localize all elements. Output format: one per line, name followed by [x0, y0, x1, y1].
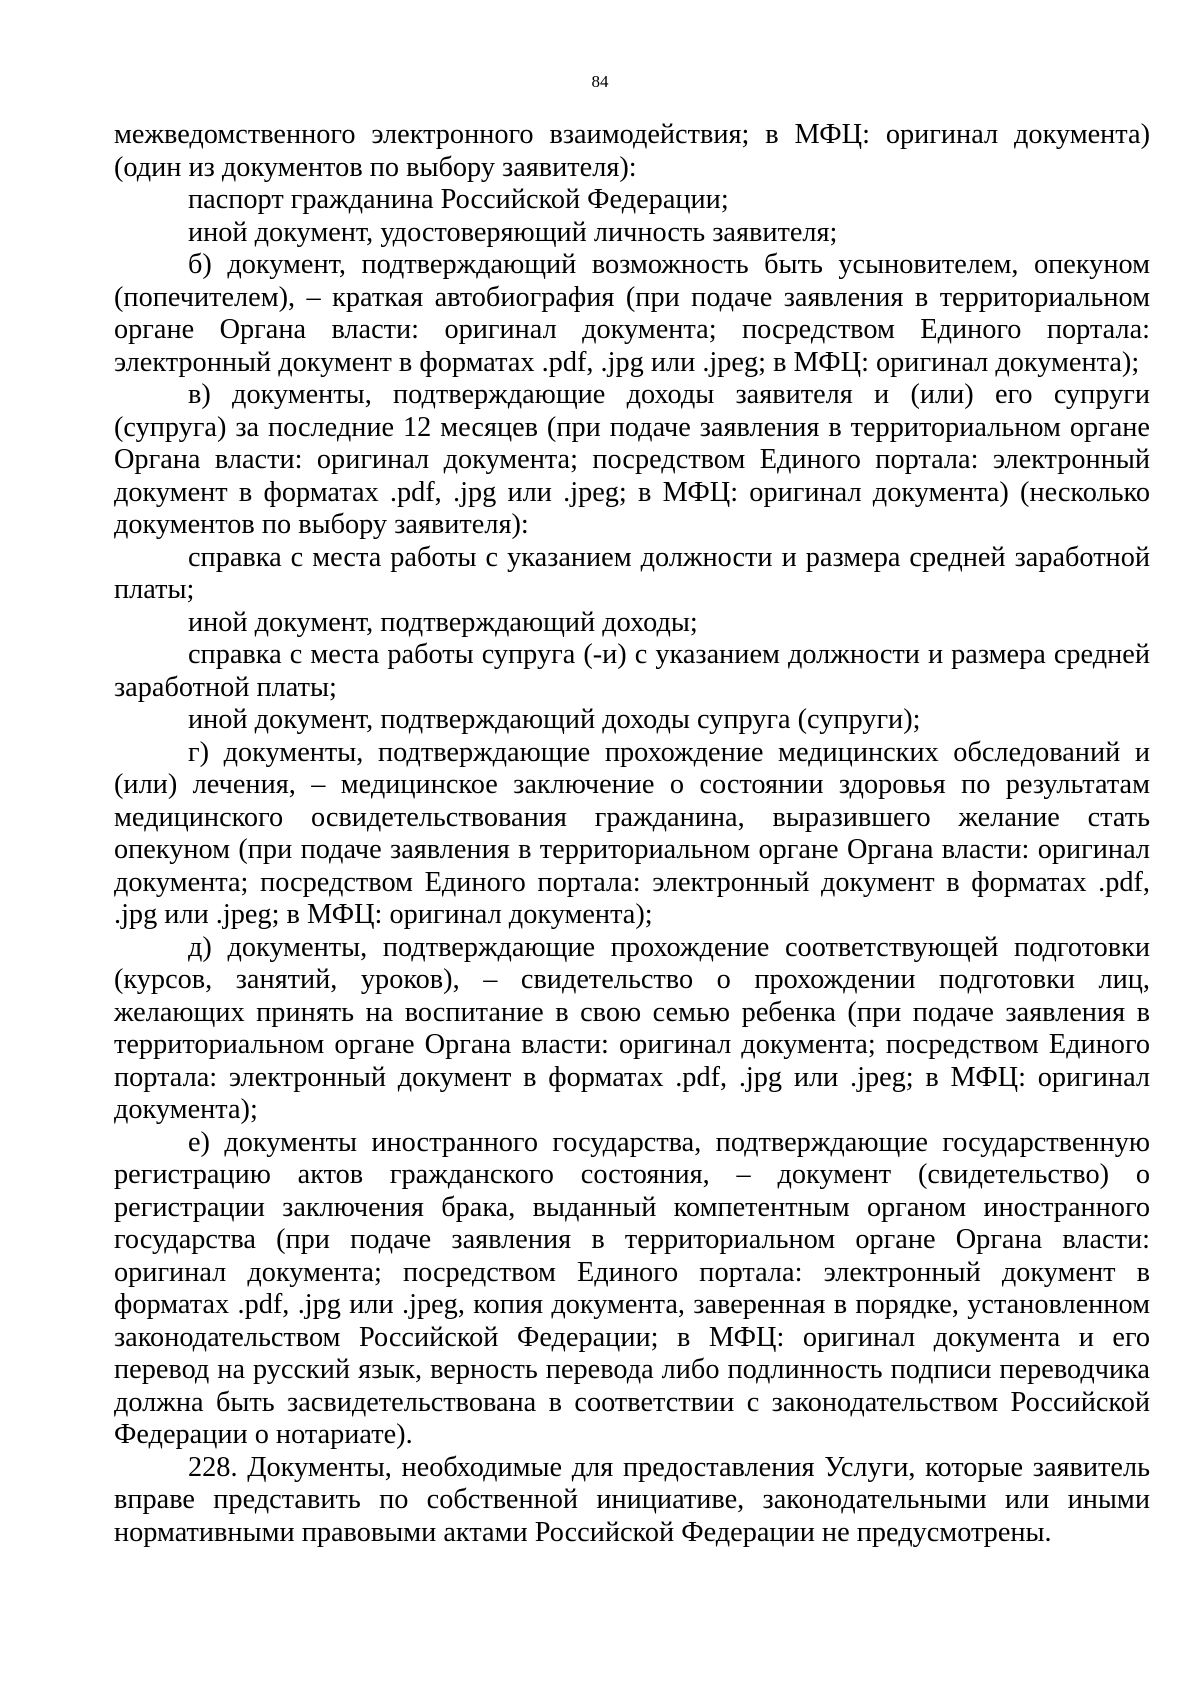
paragraph-228: 228. Документы, необходимые для предоставления Услуги, которые заявитель вправе представить по собственной инициативе, законодательными или иными нормативными правовыми актами Российской Федерации не предусмотрены. — [114, 1451, 1150, 1548]
document-body — [114, 119, 1150, 1549]
paragraph-passport: паспорт гражданина Российской Федерации; — [188, 184, 729, 215]
page-number: 84 — [591, 72, 609, 91]
paragraph-item-d: д) документы, подтверждающие прохождение соответствующей подготовки (курсов, занятий, уроков), – свидетельство о прохождении подготовки лиц, желающих принять на воспитание в свою семью ребенка (при подаче заявления в территориальном органе Органа власти: оригинал документа; посредством Единого портала: электронный документ в форматах .pdf, .jpg или .jpeg; в МФЦ: оригинал документа); — [114, 931, 1150, 1125]
paragraph-item-g: г) документы, подтверждающие прохождение медицинских обследований и (или) лечения, – медицинское заключение о состоянии здоровья по результатам медицинского освидетельствования гражданина, выразившего желание стать опекуном (при подаче заявления в территориальном органе Органа власти: оригинал документа; посредством Единого портала: электронный документ в форматах .pdf, .jpg или .jpeg; в МФЦ: оригинал документа); — [114, 736, 1150, 930]
paragraph-work-certificate: справка с места работы с указанием должности и размера средней заработной платы; — [114, 541, 1150, 605]
paragraph-spouse-other-income: иной документ, подтверждающий доходы супруга (супруги); — [188, 704, 921, 735]
paragraph-other-income: иной документ, подтверждающий доходы; — [188, 606, 698, 638]
paragraph-spouse-work-certificate: справка с места работы супруга (-и) с указанием должности и размера средней заработной платы; — [114, 639, 1150, 703]
paragraph-item-v: в) документы, подтверждающие доходы заявителя и (или) его супруги (супруга) за последние 12 месяцев (при подаче заявления в территориальном органе Органа власти: оригинал документа; посредством Единого портала: электронный документ в форматах .pdf, .jpg или .jpeg; в МФЦ: оригинал документа) (несколько документов по выбору заявителя): — [114, 379, 1150, 540]
paragraph-item-e: е) документы иностранного государства, подтверждающие государственную регистрацию актов гражданского состояния, – документ (свидетельство) о регистрации заключения брака, выданный компетентным органом иностранного государства (при подаче заявления в территориальном органе Органа власти: оригинал документа; посредством Единого портала: электронный документ в форматах .pdf, .jpg или .jpeg, копия документа, заверенная в порядке, установленном законодательством Российской Федерации; в МФЦ: оригинал документа и его перевод на русский язык, верность перевода либо подлинность подписи переводчика должна быть засвидетельствована в соответствии с законодательством Российской Федерации о нотариате). — [114, 1126, 1150, 1450]
paragraph-continuation: межведомственного электронного взаимодействия; в МФЦ: оригинал документа) (один из документов по выбору заявителя): — [114, 119, 1150, 183]
paragraph-other-id: иной документ, удостоверяющий личность заявителя; — [188, 216, 838, 248]
paragraph-item-b: б) документ, подтверждающий возможность быть усыновителем, опекуном (попечителем), – краткая автобиография (при подаче заявления в территориальном органе Органа власти: оригинал документа; посредством Единого портала: электронный документ в форматах .pdf, .jpg или .jpeg; в МФЦ: оригинал документа); — [114, 249, 1150, 378]
